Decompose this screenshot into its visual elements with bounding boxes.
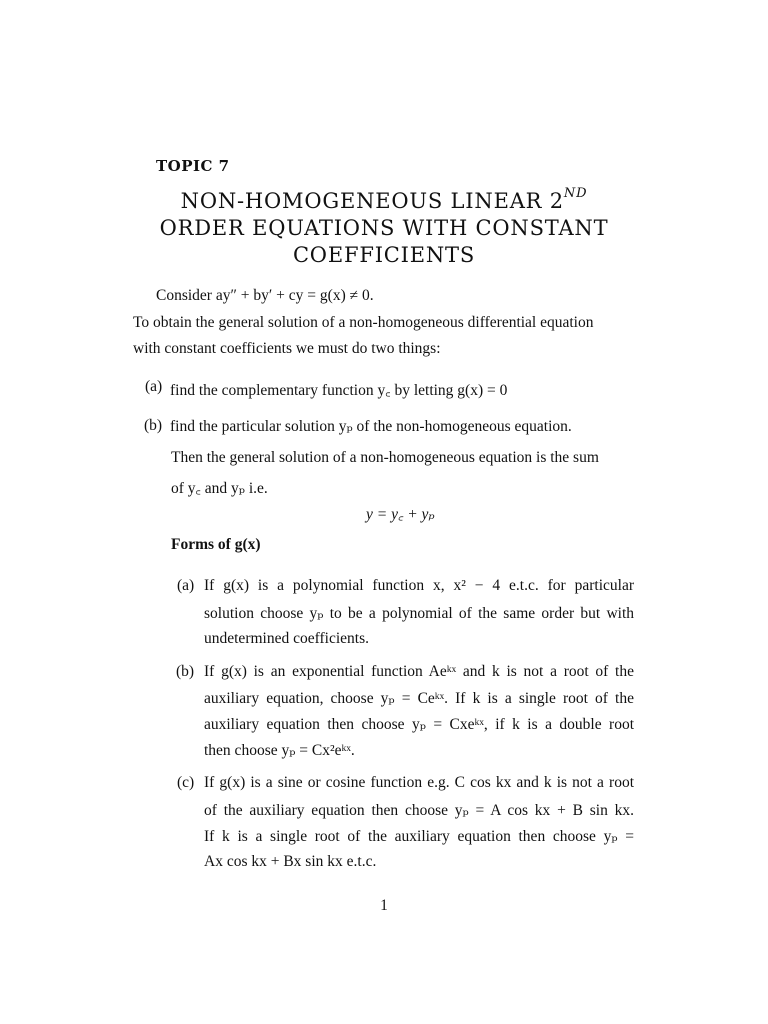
form-b-line-2: auxiliary equation, choose yₚ = Ceᵏˣ. If k is a single root of the bbox=[204, 690, 634, 707]
form-c-line-1: If g(x) is a sine or cosine function e.g. C cos kx and k is not a root bbox=[204, 774, 634, 791]
general-formula: y = y꜀ + yₚ bbox=[366, 506, 435, 523]
form-b-line-1: If g(x) is an exponential function Aeᵏˣ and k is not a root of the bbox=[204, 663, 634, 680]
page-title-line-3: COEFFICIENTS bbox=[292, 243, 476, 267]
form-b-line-3: auxiliary equation then choose yₚ = Cxeᵏˣ, if k is a double root bbox=[204, 716, 634, 733]
form-a-line-1: If g(x) is a polynomial function x, x² − 4 e.t.c. for particular bbox=[204, 577, 634, 594]
form-a-line-3: undetermined coefficients. bbox=[204, 630, 369, 647]
step-a-text: find the complementary function y꜀ by letting g(x) = 0 bbox=[170, 382, 508, 399]
form-b-line-4: then choose yₚ = Cx²eᵏˣ. bbox=[204, 742, 355, 759]
form-c-line-3: If k is a single root of the auxiliary equation then choose yₚ = bbox=[204, 828, 634, 845]
form-c-line-4: Ax cos kx + Bx sin kx e.t.c. bbox=[204, 853, 377, 870]
form-b-label: (b) bbox=[176, 663, 195, 680]
title-superscript: ND bbox=[563, 186, 588, 201]
form-c-label: (c) bbox=[177, 774, 195, 791]
intro-line-2: with constant coefficients we must do two things: bbox=[133, 340, 441, 357]
form-a-line-2: solution choose yₚ to be a polynomial of the same order but with bbox=[204, 605, 634, 622]
step-a-label: (a) bbox=[145, 378, 163, 395]
page-title-line-2: ORDER EQUATIONS WITH CONSTANT bbox=[159, 216, 609, 240]
form-a-label: (a) bbox=[177, 577, 195, 594]
step-b-text: find the particular solution yₚ of the non-homogeneous equation. bbox=[170, 418, 572, 435]
step-b-label: (b) bbox=[144, 417, 163, 434]
form-c-line-2: of the auxiliary equation then choose yₚ = A cos kx + B sin kx. bbox=[204, 802, 634, 819]
title-line-1-text: NON-HOMOGENEOUS LINEAR 2 bbox=[180, 189, 564, 213]
topic-label: TOPIC 7 bbox=[156, 157, 230, 175]
page-number: 1 bbox=[380, 897, 388, 914]
page-title-line-1 bbox=[0, 186, 768, 213]
forms-heading: Forms of g(x) bbox=[171, 536, 261, 553]
intro-line-1: To obtain the general solution of a non-homogeneous differential equation bbox=[133, 314, 594, 331]
consider-equation: Consider ay″ + by′ + cy = g(x) ≠ 0. bbox=[156, 287, 374, 304]
general-line-1: Then the general solution of a non-homogeneous equation is the sum bbox=[171, 449, 599, 466]
general-line-2: of y꜀ and yₚ i.e. bbox=[171, 480, 268, 497]
